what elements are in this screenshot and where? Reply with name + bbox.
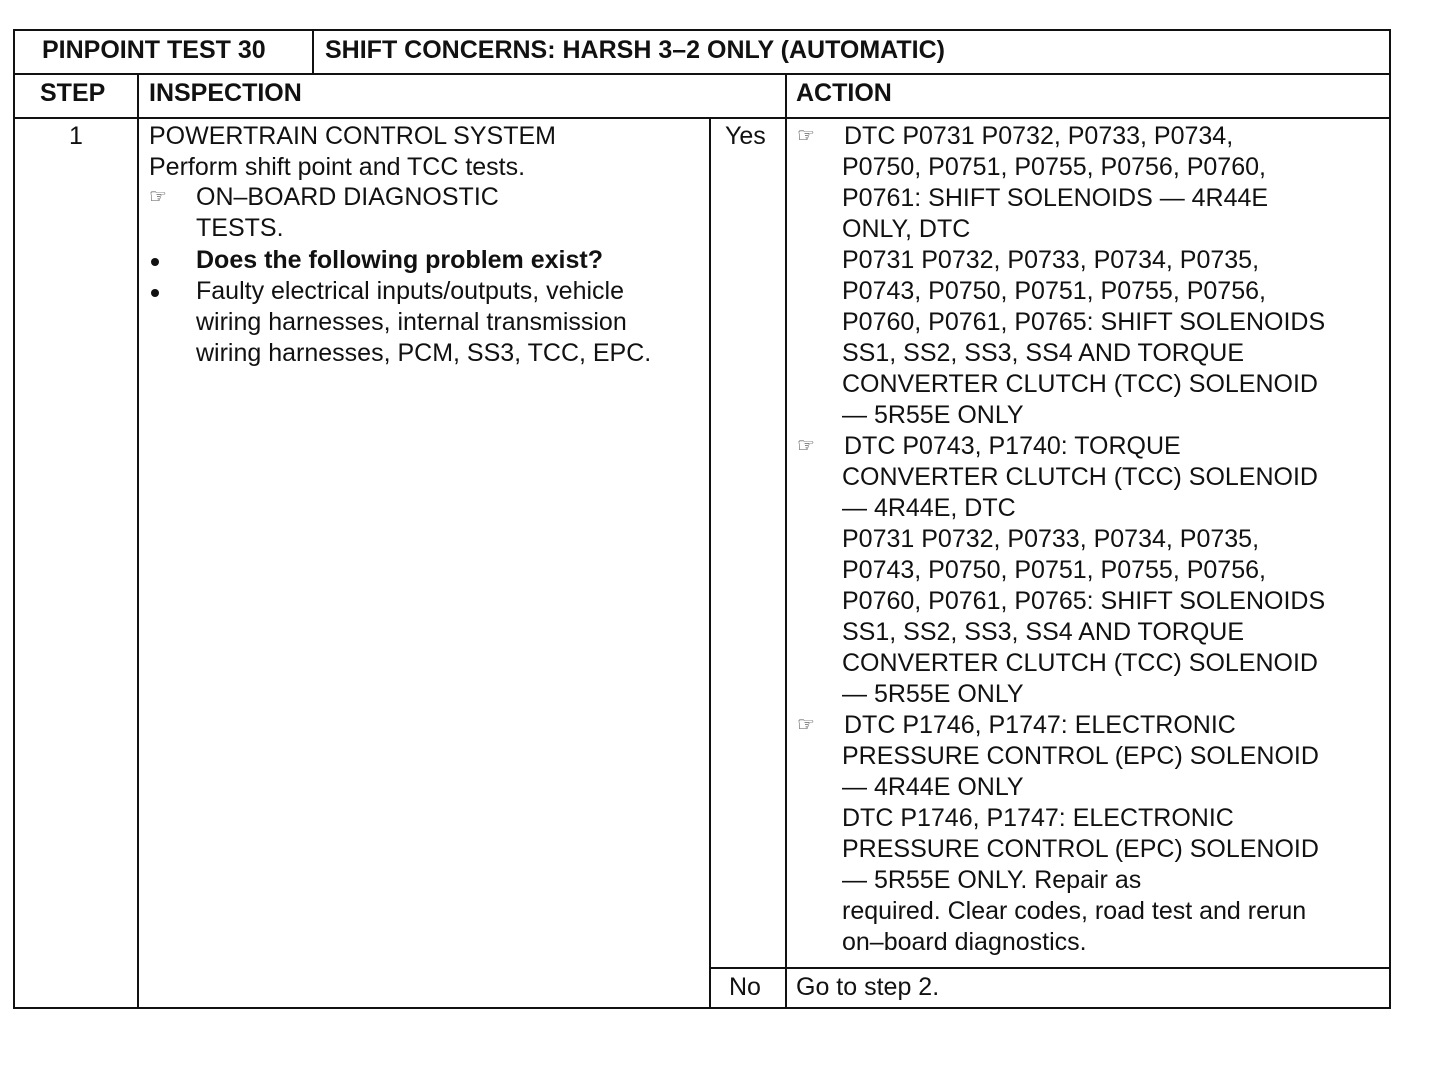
inspection-instruction: Perform shift point and TCC tests. <box>149 153 526 181</box>
inspection-question: Does the following problem exist? <box>196 246 603 274</box>
inspection-title: POWERTRAIN CONTROL SYSTEM <box>149 122 556 150</box>
column-header-inspection: INSPECTION <box>149 79 302 107</box>
action-line[interactable]: — 5R55E ONLY <box>842 680 1024 708</box>
column-header-step: STEP <box>40 79 106 107</box>
inspection-action-divider <box>785 74 787 1007</box>
pointing-hand-icon: ☞ <box>797 435 815 457</box>
action-line[interactable]: DTC P0731 P0732, P0733, P0734, <box>844 122 1234 150</box>
step-number: 1 <box>69 122 83 150</box>
action-line[interactable]: DTC P1746, P1747: ELECTRONIC <box>844 711 1236 739</box>
yes-label: Yes <box>725 122 766 150</box>
action-line[interactable]: P0731 P0732, P0733, P0734, P0735, <box>842 525 1260 553</box>
action-line[interactable]: on–board diagnostics. <box>842 928 1087 956</box>
reference-link-cont[interactable]: TESTS. <box>196 214 284 242</box>
action-line[interactable]: DTC P1746, P1747: ELECTRONIC <box>842 804 1234 832</box>
test-label: PINPOINT TEST 30 <box>42 36 266 64</box>
yes-no-divider <box>709 967 1389 969</box>
action-line[interactable]: PRESSURE CONTROL (EPC) SOLENOID <box>842 742 1319 770</box>
action-line[interactable]: CONVERTER CLUTCH (TCC) SOLENOID <box>842 649 1318 677</box>
problem-line: wiring harnesses, PCM, SS3, TCC, EPC. <box>196 339 652 367</box>
title-divider <box>312 31 314 74</box>
problem-line: Faulty electrical inputs/outputs, vehicle <box>196 277 624 305</box>
action-line[interactable]: P0743, P0750, P0751, P0755, P0756, <box>842 277 1266 305</box>
bullet-dot-icon <box>151 289 159 297</box>
pointing-hand-icon: ☞ <box>797 714 815 736</box>
action-line[interactable]: ONLY, DTC <box>842 215 971 243</box>
pointing-hand-icon: ☞ <box>149 186 167 208</box>
test-name: SHIFT CONCERNS: HARSH 3–2 ONLY (AUTOMATIC) <box>325 36 945 64</box>
action-line[interactable]: required. Clear codes, road test and rerun <box>842 897 1307 925</box>
pointing-hand-icon: ☞ <box>797 125 815 147</box>
action-line[interactable]: P0743, P0750, P0751, P0755, P0756, <box>842 556 1266 584</box>
action-line[interactable]: PRESSURE CONTROL (EPC) SOLENOID <box>842 835 1319 863</box>
action-line[interactable]: P0761: SHIFT SOLENOIDS — 4R44E <box>842 184 1269 212</box>
action-line[interactable]: CONVERTER CLUTCH (TCC) SOLENOID <box>842 370 1318 398</box>
answer-column-divider <box>709 118 711 1007</box>
bullet-dot-icon <box>151 258 159 266</box>
action-line[interactable]: CONVERTER CLUTCH (TCC) SOLENOID <box>842 463 1318 491</box>
reference-link[interactable]: ON–BOARD DIAGNOSTIC <box>196 183 499 211</box>
action-line[interactable]: — 4R44E, DTC <box>842 494 1016 522</box>
step-column-divider <box>137 74 139 1007</box>
no-label: No <box>729 973 761 1001</box>
action-line[interactable]: — 5R55E ONLY. Repair as <box>842 866 1142 894</box>
action-line[interactable]: SS1, SS2, SS3, SS4 AND TORQUE <box>842 618 1245 646</box>
action-line[interactable]: P0731 P0732, P0733, P0734, P0735, <box>842 246 1260 274</box>
action-line[interactable]: SS1, SS2, SS3, SS4 AND TORQUE <box>842 339 1245 367</box>
problem-line: wiring harnesses, internal transmission <box>196 308 627 336</box>
header-row-divider <box>15 117 1389 119</box>
action-line[interactable]: — 5R55E ONLY <box>842 401 1024 429</box>
action-line[interactable]: DTC P0743, P1740: TORQUE <box>844 432 1181 460</box>
title-row-divider <box>15 73 1389 75</box>
action-line[interactable]: — 4R44E ONLY <box>842 773 1024 801</box>
pinpoint-test-table <box>13 29 1391 1009</box>
action-line[interactable]: P0760, P0761, P0765: SHIFT SOLENOIDS <box>842 308 1326 336</box>
action-line[interactable]: P0750, P0751, P0755, P0756, P0760, <box>842 153 1266 181</box>
action-line[interactable]: P0760, P0761, P0765: SHIFT SOLENOIDS <box>842 587 1326 615</box>
column-header-action: ACTION <box>796 79 892 107</box>
no-action[interactable]: Go to step 2. <box>796 973 940 1001</box>
